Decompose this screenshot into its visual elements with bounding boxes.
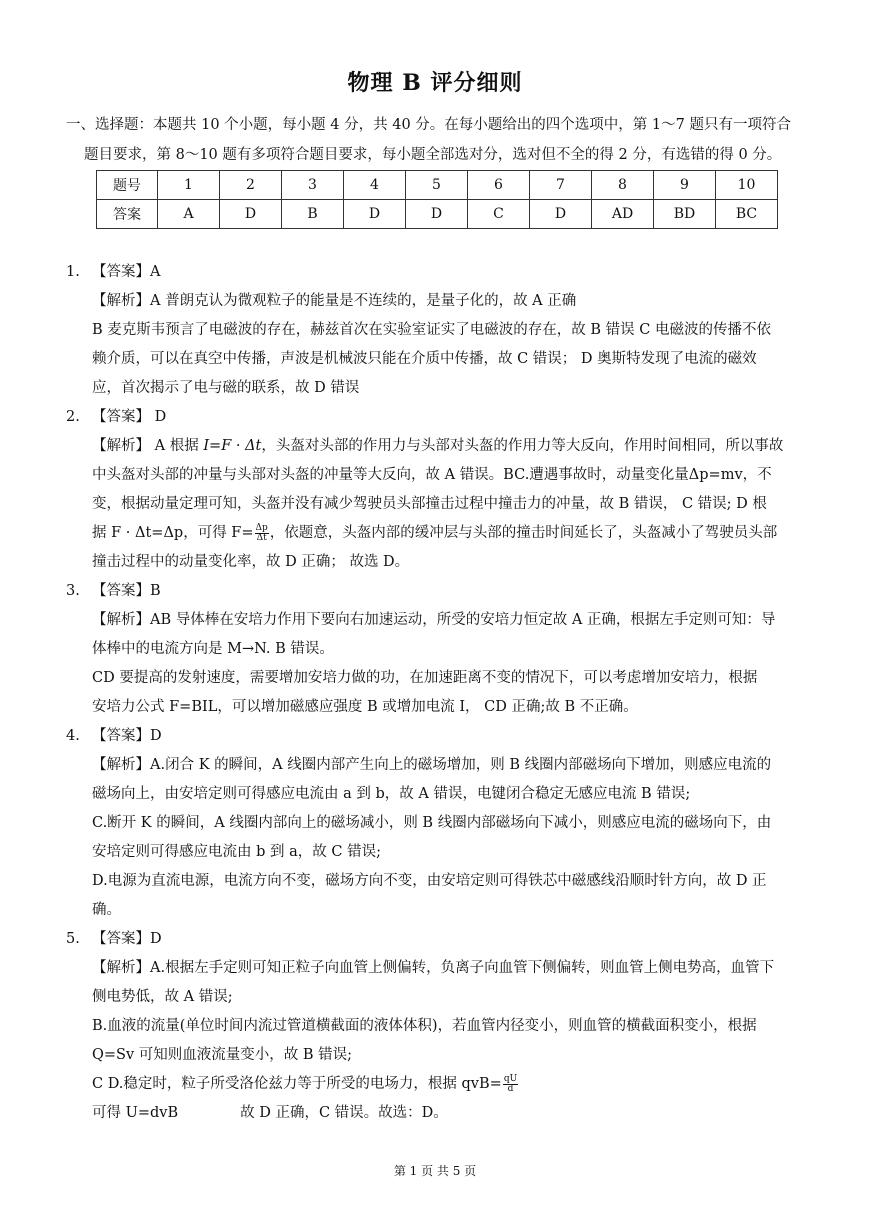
table-cell: A — [158, 200, 220, 229]
table-cell: AD — [592, 200, 654, 229]
question-5 — [66, 925, 811, 1128]
table-cell: 6 — [468, 171, 530, 200]
analysis-line: C.断开 K 的瞬间，A 线圈内部向上的磁场减小，则 B 线圈内部磁场向下减小，则感应电流的磁场向下，由 — [92, 815, 772, 831]
analysis-line: 【解析】AB 导体棒在安培力作用下要向右加速运动，所受的安培力恒定故 A 正确，根据左手定则可知：导 — [92, 612, 776, 628]
question-number: 2. — [66, 409, 80, 425]
answer-label: 【答案】 D — [92, 409, 167, 425]
analysis-line: Q=Sv 可知则血液流量变小，故 B 错误; — [92, 1047, 353, 1063]
table-cell: D — [220, 200, 282, 229]
fraction: $\frac{qU}{d}$ — [503, 1073, 518, 1094]
section-intro — [66, 110, 806, 170]
intro-line-1: 一、选择题：本题共 10 个小题，每小题 4 分，共 40 分。在每小题给出的四个选项中，第 1～7 题只有一项符合 — [66, 117, 791, 133]
analysis-line: 【解析】A.根据左手定则可知正粒子向血管上侧偏转，负离子向血管下侧偏转，则血管上侧电势高，血管下 — [92, 960, 775, 976]
answer-label: 【答案】D — [92, 931, 162, 947]
intro-line-2: 题目要求，第 8～10 题有多项符合题目要求，每小题全部选对分，选对但不全的得 2 分，有选错的得 0 分。 — [84, 147, 782, 163]
page-title: 物理 B 评分细则 — [347, 70, 523, 96]
analysis-line: 安培力公式 F=BIL，可以增加磁感应强度 B 或增加电流 I， CD 正确;故 B 不正确。 — [92, 699, 638, 715]
table-cell: D — [406, 200, 468, 229]
table-cell: C — [468, 200, 530, 229]
analysis-line: 【解析】 A 根据 I=F · Δt，头盔对头部的作用力与头部对头盔的作用力等大反向，作用时间相同，所以事故 — [92, 438, 784, 454]
question-number: 3. — [66, 583, 80, 599]
analysis-line: B 麦克斯韦预言了电磁波的存在，赫兹首次在实验室证实了电磁波的存在，故 B 错误 C 电磁波的传播不依 — [92, 322, 771, 338]
table-cell: 2 — [220, 171, 282, 200]
analysis-line: 可得 U=dvB 故 D 正确，C 错误。故选：D。 — [92, 1105, 448, 1121]
answer-label: 【答案】D — [92, 728, 162, 744]
answer-table — [96, 170, 778, 229]
analysis-line: 【解析】A 普朗克认为微观粒子的能量是不连续的，是量子化的，故 A 正确 — [92, 293, 577, 309]
analysis-line: 【解析】A.闭合 K 的瞬间，A 线圈内部产生向上的磁场增加，则 B 线圈内部磁场向下增加，则感应电流的 — [92, 757, 772, 773]
table-cell: 5 — [406, 171, 468, 200]
table-cell: D — [530, 200, 592, 229]
table-cell: 7 — [530, 171, 592, 200]
table-cell: B — [282, 200, 344, 229]
question-number: 5. — [66, 931, 80, 947]
analysis-line: CD 要提高的发射速度，需要增加安培力做的功，在加速距离不变的情况下，可以考虑增加安培力，根据 — [92, 670, 758, 686]
table-cell: 10 — [716, 171, 778, 200]
page-footer: 第 1 页 共 5 页 — [393, 1164, 477, 1178]
question-2 — [66, 403, 811, 577]
question-number: 1. — [66, 264, 80, 280]
analysis-line: 据 F · Δt=Δp，可得 F= $\frac{\Delta p}{\Delta t}$ ，依题意，头盔内部的缓冲层与头部的撞击时间延长了，头盔减小了驾驶员头部 — [92, 522, 778, 543]
analysis-line: 赖介质，可以在真空中传播，声波是机械波只能在介质中传播，故 C 错误； D 奥斯特发现了电流的磁效 — [92, 351, 757, 367]
answer-table-number-row — [97, 171, 778, 200]
analysis-line: 侧电势低，故 A 错误; — [92, 989, 233, 1005]
table-cell: BC — [716, 200, 778, 229]
table-cell: D — [344, 200, 406, 229]
table-cell: 1 — [158, 171, 220, 200]
table-cell: BD — [654, 200, 716, 229]
question-3 — [66, 577, 811, 722]
question-number: 4. — [66, 728, 80, 744]
analysis-line: 撞击过程中的动量变化率，故 D 正确； 故选 D。 — [92, 554, 410, 570]
analysis-line: 体棒中的电流方向是 M→N. B 错误。 — [92, 641, 334, 657]
formula: I=F · Δt — [203, 438, 262, 454]
answer-table-answer-row — [97, 200, 778, 229]
table-cell: 3 — [282, 171, 344, 200]
answer-label: 【答案】B — [92, 583, 161, 599]
table-cell: 8 — [592, 171, 654, 200]
analysis-line: 应，首次揭示了电与磁的联系，故 D 错误 — [92, 380, 360, 396]
analysis-line: 中头盔对头部的冲量与头部对头盔的冲量等大反向，故 A 错误。BC.遭遇事故时，动量变化量Δp=mv，不 — [92, 467, 772, 483]
analysis-line: B.血液的流量(单位时间内流过管道横截面的液体体积)，若血管内径变小，则血管的横截面积变小，根据 — [92, 1018, 757, 1034]
answer-label: 【答案】A — [92, 264, 161, 280]
solutions — [66, 258, 811, 1128]
analysis-line: 磁场向上，由安培定则可得感应电流由 a 到 b，故 A 错误，电键闭合稳定无感应电流 B 错误; — [92, 786, 691, 802]
question-1 — [66, 258, 811, 403]
table-cell: 4 — [344, 171, 406, 200]
analysis-line: D.电源为直流电源，电流方向不变，磁场方向不变，由安培定则可得铁芯中磁感线沿顺时针方向，故 D 正 — [92, 873, 767, 889]
fraction: $\frac{\Delta p}{\Delta t}$ — [255, 522, 268, 543]
table-header-cell: 题号 — [97, 171, 158, 200]
analysis-line: 安培定则可得感应电流由 b 到 a，故 C 错误; — [92, 844, 381, 860]
table-cell: 9 — [654, 171, 716, 200]
analysis-line: 变，根据动量定理可知，头盔并没有减少驾驶员头部撞击过程中撞击力的冲量，故 B 错误， C 错误; D 根 — [92, 496, 767, 512]
analysis-line: C D.稳定时，粒子所受洛伦兹力等于所受的电场力，根据 qvB= $\frac{qU}{d}$ — [92, 1073, 518, 1094]
table-header-cell: 答案 — [97, 200, 158, 229]
question-4 — [66, 722, 811, 925]
analysis-line: 确。 — [92, 902, 121, 918]
